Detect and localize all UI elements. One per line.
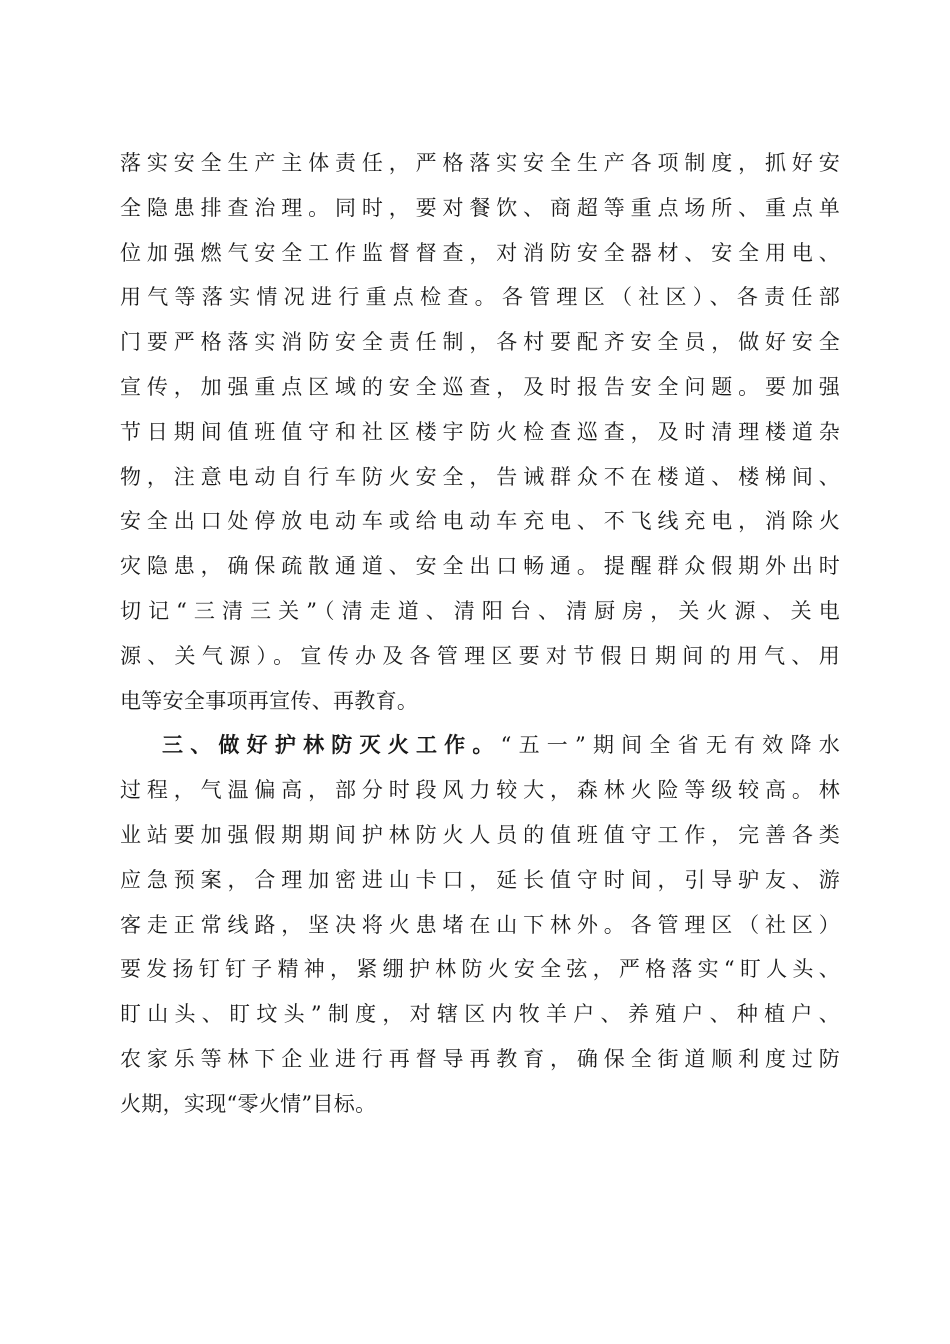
text-line: 客走正常线路，坚决将火患堵在山下林外。各管理区（社区）	[120, 912, 840, 937]
text-line: 门要严格落实消防安全责任制，各村要配齐安全员，做好安全	[120, 330, 840, 355]
text-line: 全隐患排查治理。同时，要对餐饮、商超等重点场所、重点单	[120, 195, 840, 220]
text-line: 过程，气温偏高，部分时段风力较大，森林火险等级较高。林	[120, 778, 840, 803]
text-line: 安全出口处停放电动车或给电动车充电、不飞线充电，消除火	[120, 509, 840, 534]
text-line: 农家乐等林下企业进行再督导再教育，确保全街道顺利度过防	[120, 1046, 840, 1071]
text-line: 盯山头、盯坟头”制度，对辖区内牧羊户、养殖户、种植户、	[120, 1002, 840, 1027]
document-body	[120, 141, 840, 1127]
text-line: 落实安全生产主体责任，严格落实安全生产各项制度，抓好安	[120, 151, 840, 175]
heading-line-text: “五一”期间全省无有效降水	[500, 733, 840, 758]
text-line: 灾隐患，确保疏散通道、安全出口畅通。提醒群众假期外出时	[120, 554, 840, 579]
text-line: 火期，实现“零火情”目标。	[120, 1091, 377, 1116]
text-line: 电等安全事项再宣传、再教育。	[120, 688, 419, 713]
text-line: 要发扬钉钉子精神，紧绷护林防火安全弦，严格落实“盯人头、	[120, 957, 840, 982]
text-line: 物，注意电动自行车防火安全，告诫群众不在楼道、楼梯间、	[120, 464, 840, 489]
paragraph-fire-safety	[120, 141, 840, 723]
text-line: 位加强燃气安全工作监督督查，对消防安全器材、安全用电、	[120, 240, 840, 265]
text-line: 切记“三清三关”（清走道、清阳台、清厨房，关火源、关电	[120, 598, 840, 623]
text-line: 用气等落实情况进行重点检查。各管理区（社区）、各责任部	[120, 285, 840, 310]
text-line: 宣传，加强重点区域的安全巡查，及时报告安全问题。要加强	[120, 374, 840, 399]
paragraph-forest-fire-prevention	[120, 723, 840, 1126]
text-line: 源、关气源）。宣传办及各管理区要对节假日期间的用气、用	[120, 643, 840, 668]
text-line: 节日期间值班值守和社区楼宇防火检查巡查，及时清理楼道杂	[120, 419, 840, 444]
text-line: 应急预案，合理加密进山卡口，延长值守时间，引导驴友、游	[120, 867, 840, 892]
section-heading: 三、做好护林防灭火工作。	[162, 733, 501, 758]
text-line: 业站要加强假期期间护林防火人员的值班值守工作，完善各类	[120, 822, 840, 847]
section-heading-line	[120, 723, 840, 768]
